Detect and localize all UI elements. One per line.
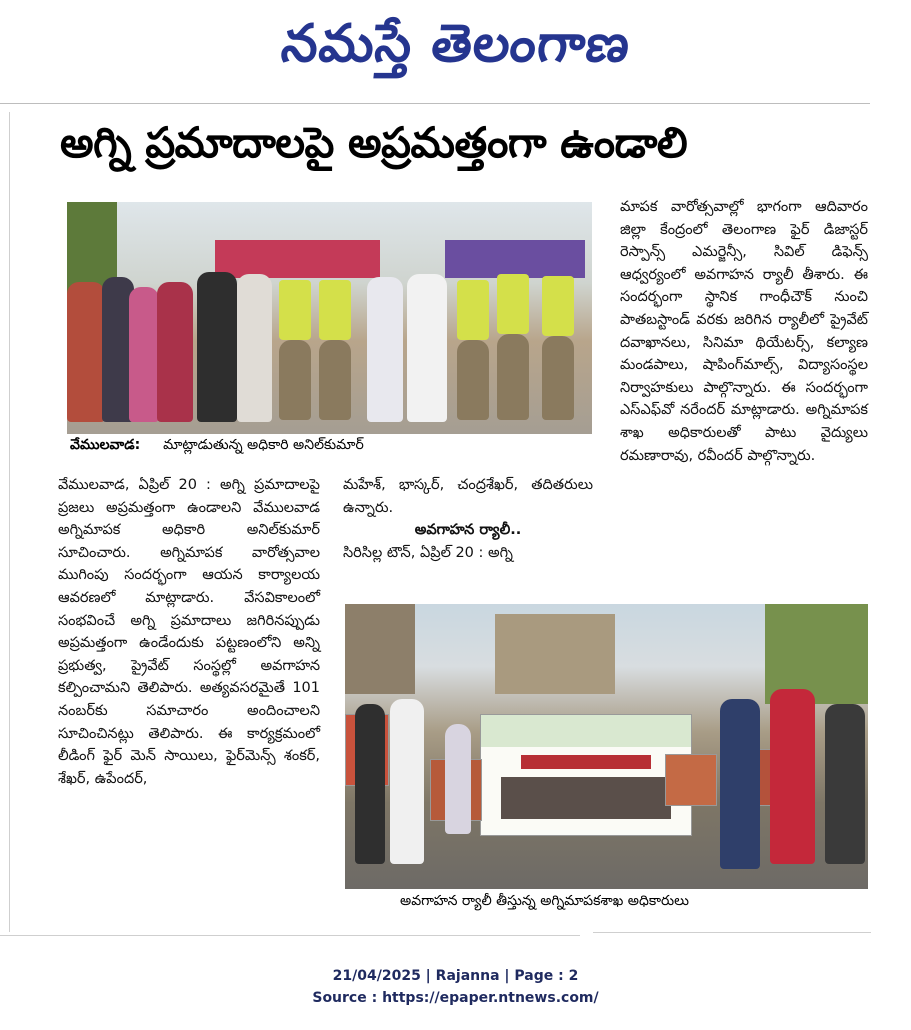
rally-subheading: అవగాహన ర్యాలీ.. xyxy=(414,522,522,539)
building-left xyxy=(345,604,415,694)
photo2-caption: అవగాహన ర్యాలీ తీస్తున్న అగ్నిమాపకశాఖ అధికారులు xyxy=(400,893,689,909)
bottom-divider xyxy=(0,935,580,936)
column2-rally-dateline: సిరిసిల్ల టౌన్, ఏప్రిల్ 20 : అగ్ని xyxy=(343,544,513,561)
article-headline: అగ్ని ప్రమాదాలపై అప్రమత్తంగా ఉండాలి xyxy=(60,118,688,167)
footer-source: Source : https://epaper.ntnews.com/ xyxy=(312,990,599,1006)
photo-awareness-rally xyxy=(345,604,868,889)
top-divider xyxy=(0,103,870,104)
footer-edition-info: 21/04/2025 | Rajanna | Page : 2 xyxy=(332,968,579,984)
article-column-3: మాపక వారోత్సవాల్లో భాగంగా ఆదివారం జిల్లా కేంద్రంలో తెలంగాణ ఫైర్ డిజాస్టర్ రెస్పాన్స్ ఎమర్జెన్సీ, సివిల్ డిఫెన్స్ ఆధ్వర్యంలో అవగాహన ర్యాలీ తీశారు. ఈ సందర్భంగా స్థానిక గాంధీచౌక్ నుంచి పాతబస్టాండ్ వరకు జరిగిన ర్యాలీలో ప్రైవేట్ దవాఖానలు, సినిమా థియేటర్స్, కల్యాణ మండపాలు, షాపింగ్‌మాల్స్, విద్యాసంస్థల నిర్వాహకులు పాల్గొన్నారు. ఈ సందర్భంగా ఎస్‌ఎఫ్‌వో నరేందర్ మాట్లాడారు. అగ్నిమాపక శాఖ అధికారులతో పాటు వైద్యులు రమణారావు, రవీందర్ పాల్గొన్నారు. xyxy=(620,199,868,464)
column2-text: మహేశ్, భాస్కర్, చంద్రశేఖర్, తదితరులు ఉన్నారు. xyxy=(343,477,593,516)
article-column-2 xyxy=(343,474,593,564)
photo1-caption xyxy=(70,437,364,456)
banner-red xyxy=(215,240,380,278)
photo-officials-group xyxy=(67,202,592,434)
article-column-1: వేములవాడ, ఏప్రిల్ 20 : అగ్ని ప్రమాదాలపై ప్రజలు అప్రమత్తంగా ఉండాలని వేములవాడ అగ్నిమాపక అధికారి అనిల్‌కుమార్ సూచించారు. అగ్నిమాపక వారోత్సవాల ముగింపు సందర్భంగా ఆయన కార్యాలయ ఆవరణలో మాట్లాడారు. వేసవికాలంలో సంభవించే అగ్ని ప్రమాదాలు జగిరినప్పుడు అప్రమత్తంగా ఉండేందుకు పట్టణంలోని అన్ని ప్రభుత్వ, ప్రైవేట్ సంస్థల్లో అవగాహన కల్పించామని తెలిపారు. అత్యవసరమైతే 101 నంబర్‌కు సమాచారం అందించాలని సూచించినట్లు తెలిపారు. ఈ కార్యక్రమంలో లీడింగ్ ఫైర్ మెన్ సాయిలు, ఫైర్‌మెన్స్ శంకర్, శేఖర్, ఉపేందర్, xyxy=(58,477,320,787)
banner-purple xyxy=(445,240,585,278)
bottom-divider-right xyxy=(593,932,871,933)
photo1-caption-text: మాట్లాడుతున్న అధికారి అనిల్‌కుమార్ xyxy=(163,437,364,453)
masthead xyxy=(0,0,911,100)
photo1-caption-place: వేములవాడ: xyxy=(70,437,141,453)
newspaper-title: నమస్తే తెలంగాణ xyxy=(278,13,634,74)
building-center xyxy=(495,614,615,694)
left-margin-line xyxy=(9,112,10,932)
rally-banner xyxy=(480,714,692,836)
